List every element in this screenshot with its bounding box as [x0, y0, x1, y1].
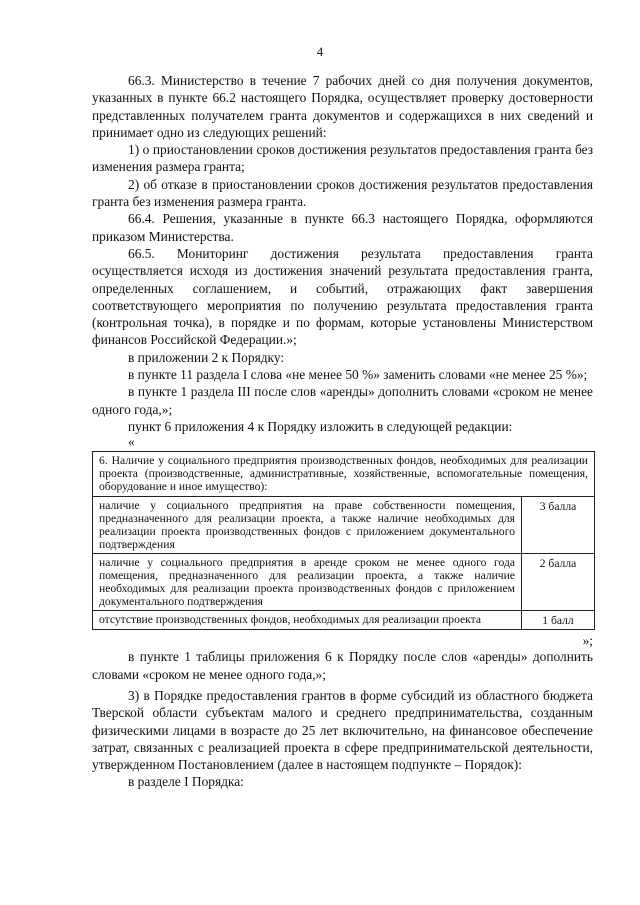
- criterion-cell: наличие у социального предприятия на праве собственности помещения, предназначенного для реализации проекта, а также наличие необходимых для реализации проекта производственных фондов с приложением документального подтверждения: [93, 496, 522, 553]
- paragraph-66-4: 66.4. Решения, указанные в пункте 66.3 настоящего Порядка, оформляются приказом Министерства.: [92, 211, 593, 244]
- criterion-cell: наличие у социального предприятия в аренде сроком не менее одного года помещения, предназначенного для реализации проекта, а также наличие необходимых для реализации проекта производственных фондов с приложением документального подтверждения: [93, 553, 522, 610]
- paragraph-appendix-6: в пункте 1 таблицы приложения 6 к Порядку после слов «аренды» дополнить словами «сроком не менее одного года,»;: [92, 649, 593, 682]
- paragraph-point-1-section-3: в пункте 1 раздела III после слов «аренды» дополнить словами «сроком не менее одного года,»;: [92, 384, 593, 417]
- score-cell: 3 балла: [522, 496, 595, 553]
- table-row: [93, 496, 595, 553]
- paragraph-point-11: в пункте 11 раздела I слова «не менее 50 %» заменить словами «не менее 25 %»;: [128, 367, 588, 383]
- paragraph-option-1: 1) о приостановлении сроков достижения результатов предоставления гранта без изменения размера гранта;: [92, 142, 593, 175]
- paragraph-appendix-2: в приложении 2 к Порядку:: [128, 349, 285, 365]
- table-header-row: [93, 452, 595, 496]
- closing-quote: »;: [582, 633, 593, 649]
- paragraph-option-2: 2) об отказе в приостановлении сроков достижения результатов предоставления гранта без изменения размера гранта.: [92, 176, 593, 210]
- score-cell: 2 балла: [522, 553, 595, 610]
- paragraph-66-3: 66.3. Министерство в течение 7 рабочих дней со дня получения документов, указанных в пункте 66.2 настоящего Порядка, осуществляет проверку достоверности представленных получателем гранта документов и содержащихся в них сведений и принимает одно из следующих решений:: [92, 73, 593, 140]
- table-header-cell: 6. Наличие у социального предприятия производственных фондов, необходимых для реализации проекта (производственные, административные, хозяйственные, вспомогательные помещения, оборудование и иное имущество):: [93, 452, 595, 496]
- paragraph-point-6-appendix-4: пункт 6 приложения 4 к Порядку изложить в следующей редакции:: [128, 418, 513, 434]
- criterion-cell: отсутствие производственных фондов, необходимых для реализации проекта: [93, 611, 522, 630]
- opening-quote: «: [128, 434, 135, 450]
- criteria-table: [92, 451, 595, 630]
- table-row: [93, 553, 595, 610]
- paragraph-section-1: в разделе I Порядка:: [128, 774, 244, 790]
- document-body: [92, 72, 593, 791]
- page-number: 4: [316, 44, 324, 59]
- score-cell: 1 балл: [522, 611, 595, 630]
- paragraph-item-3: 3) в Порядке предоставления грантов в форме субсидий из областного бюджета Тверской области субъектам малого и среднего предпринимательства, созданным физическими лицами в возрасте до 25 лет включительно, на финансовое обеспечение затрат, связанных с реализацией проекта в сфере предпринимательской деятельности, утвержденном Постановлением (далее в настоящем подпункте – Порядок):: [92, 687, 593, 773]
- paragraph-66-5: 66.5. Мониторинг достижения результата предоставления гранта осуществляется исходя из достижения значений результата предоставления гранта, определенных соглашением, и событий, отражающих факт завершения соответствующего мероприятия по получению результата предоставления гранта (контрольная точка), в порядке и по формам, которые установлены Министерством финансов Российской Федерации.»;: [92, 245, 593, 348]
- table-row: [93, 611, 595, 630]
